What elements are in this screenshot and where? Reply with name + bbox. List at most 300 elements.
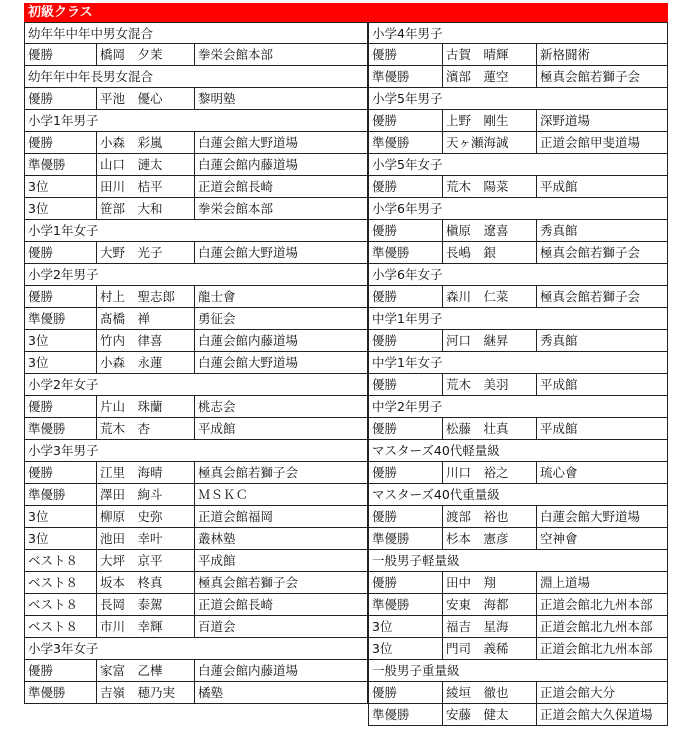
cell-divider — [194, 154, 195, 175]
cell-divider — [442, 528, 443, 549]
cell-divider — [96, 242, 97, 263]
cell-divider — [194, 528, 195, 549]
result-row — [24, 88, 368, 110]
result-row — [368, 66, 668, 88]
category-label: 小学3年男子 — [28, 443, 99, 458]
competitor-name: 家富 乙樺 — [100, 663, 163, 678]
competitor-name: 大野 光子 — [100, 245, 163, 260]
cell-divider — [536, 704, 537, 725]
dojo-name: 白蓮会館内藤道場 — [198, 663, 299, 678]
category-row — [24, 638, 368, 660]
cell-divider — [442, 572, 443, 593]
competitor-name: 田中 翔 — [446, 575, 497, 590]
competitor-name: 綾垣 徹也 — [446, 685, 509, 700]
cell-divider — [536, 594, 537, 615]
category-label: 中学2年男子 — [372, 399, 443, 414]
cell-divider — [536, 44, 537, 65]
competitor-name: 吉嶺 穂乃実 — [100, 685, 176, 700]
competitor-name: 河口 継昇 — [446, 333, 509, 348]
category-row — [24, 264, 368, 286]
cell-divider — [194, 330, 195, 351]
dojo-name: 正道会館大久保道場 — [540, 707, 653, 722]
result-row — [24, 572, 368, 594]
result-row — [368, 616, 668, 638]
competitor-name: 天ヶ瀬海誠 — [446, 135, 509, 150]
result-row — [368, 594, 668, 616]
dojo-name: 平成館 — [540, 377, 578, 392]
cell-divider — [442, 638, 443, 659]
dojo-name: 正道会館甲斐道場 — [540, 135, 641, 150]
result-row — [24, 132, 368, 154]
competitor-name: 市川 幸輝 — [100, 619, 163, 634]
rank-cell: 優勝 — [28, 135, 54, 150]
cell-divider — [442, 506, 443, 527]
dojo-name: 正道会館北九州本部 — [540, 619, 653, 634]
category-row — [24, 22, 368, 44]
cell-divider — [442, 682, 443, 703]
cell-divider — [96, 352, 97, 373]
cell-divider — [536, 110, 537, 131]
cell-divider — [442, 418, 443, 439]
cell-divider — [536, 66, 537, 87]
rank-cell: 優勝 — [372, 179, 398, 194]
category-row — [24, 110, 368, 132]
cell-divider — [96, 88, 97, 109]
cell-divider — [96, 682, 97, 703]
competitor-name: 柳原 史弥 — [100, 509, 163, 524]
category-row — [368, 484, 668, 506]
dojo-name: 平成館 — [198, 553, 236, 568]
cell-divider — [194, 132, 195, 153]
dojo-name: ＭＳＫＣ — [198, 487, 249, 502]
rank-cell: 優勝 — [372, 421, 398, 436]
dojo-name: 白蓮会館大野道場 — [540, 509, 641, 524]
cell-divider — [194, 176, 195, 197]
category-row — [24, 440, 368, 462]
dojo-name: 白蓮会館大野道場 — [198, 355, 299, 370]
cell-divider — [442, 374, 443, 395]
result-row — [24, 616, 368, 638]
cell-divider — [194, 682, 195, 703]
competitor-name: 村上 聖志郎 — [100, 289, 176, 304]
competitor-name: 荒木 美羽 — [446, 377, 509, 392]
dojo-name: 正道会館長崎 — [198, 179, 274, 194]
category-label: 小学1年男子 — [28, 113, 99, 128]
result-row — [368, 374, 668, 396]
competitor-name: 槇原 遼喜 — [446, 223, 509, 238]
category-row — [24, 66, 368, 88]
dojo-name: 叢林塾 — [198, 531, 236, 546]
rank-cell: 準優勝 — [372, 597, 410, 612]
rank-cell: 3位 — [28, 509, 49, 524]
cell-divider — [194, 418, 195, 439]
cell-divider — [442, 44, 443, 65]
rank-cell: 準優勝 — [28, 487, 66, 502]
dojo-name: 正道会館北九州本部 — [540, 597, 653, 612]
competitor-name: 森川 仁菜 — [446, 289, 509, 304]
result-row — [24, 308, 368, 330]
result-row — [24, 286, 368, 308]
dojo-name: 正道会館長崎 — [198, 597, 274, 612]
cell-divider — [96, 594, 97, 615]
result-row — [368, 242, 668, 264]
cell-divider — [194, 286, 195, 307]
cell-divider — [194, 660, 195, 681]
cell-divider — [96, 132, 97, 153]
category-row — [368, 88, 668, 110]
competitor-name: 古賀 晴輝 — [446, 47, 509, 62]
dojo-name: 拳栄会館本部 — [198, 47, 274, 62]
cell-divider — [96, 550, 97, 571]
cell-divider — [96, 198, 97, 219]
cell-divider — [194, 352, 195, 373]
cell-divider — [536, 374, 537, 395]
cell-divider — [194, 198, 195, 219]
rank-cell: 優勝 — [28, 47, 54, 62]
result-row — [24, 528, 368, 550]
cell-divider — [536, 330, 537, 351]
dojo-name: 極真会館若獅子会 — [198, 465, 299, 480]
competitor-name: 田川 桔平 — [100, 179, 163, 194]
competitor-name: 橋岡 夕茉 — [100, 47, 163, 62]
category-label: 小学1年女子 — [28, 223, 99, 238]
dojo-name: 平成館 — [540, 421, 578, 436]
cell-divider — [96, 484, 97, 505]
dojo-name: 淵上道場 — [540, 575, 591, 590]
cell-divider — [96, 330, 97, 351]
rank-cell: ベスト８ — [28, 597, 79, 612]
rank-cell: 優勝 — [372, 47, 398, 62]
result-row — [368, 506, 668, 528]
cell-divider — [536, 638, 537, 659]
result-row — [24, 550, 368, 572]
category-row — [368, 440, 668, 462]
dojo-name: 拳栄会館本部 — [198, 201, 274, 216]
rank-cell: 3位 — [28, 201, 49, 216]
result-row — [24, 242, 368, 264]
cell-divider — [442, 330, 443, 351]
cell-divider — [194, 44, 195, 65]
rank-cell: 3位 — [28, 333, 49, 348]
competitor-name: 荒木 杏 — [100, 421, 151, 436]
result-row — [368, 132, 668, 154]
dojo-name: 琉心會 — [540, 465, 578, 480]
competitor-name: 杉本 憲彦 — [446, 531, 509, 546]
cell-divider — [96, 528, 97, 549]
category-row — [368, 264, 668, 286]
cell-divider — [96, 660, 97, 681]
category-row — [24, 220, 368, 242]
rank-cell: 準優勝 — [372, 707, 410, 722]
competitor-name: 川口 裕之 — [446, 465, 509, 480]
cell-divider — [194, 242, 195, 263]
result-row — [368, 418, 668, 440]
cell-divider — [442, 616, 443, 637]
category-label: 一般男子軽量級 — [372, 553, 460, 568]
category-row — [368, 308, 668, 330]
competitor-name: 澤田 絢斗 — [100, 487, 163, 502]
dojo-name: 白蓮会館内藤道場 — [198, 333, 299, 348]
category-label: 小学2年男子 — [28, 267, 99, 282]
dojo-name: 秀真館 — [540, 223, 578, 238]
dojo-name: 白蓮会館大野道場 — [198, 135, 299, 150]
rank-cell: 優勝 — [28, 245, 54, 260]
cell-divider — [536, 220, 537, 241]
dojo-name: 正道会館福岡 — [198, 509, 274, 524]
dojo-name: 白蓮会館内藤道場 — [198, 157, 299, 172]
competitor-name: 髙橋 禅 — [100, 311, 151, 326]
category-label: マスターズ40代重量級 — [372, 487, 500, 502]
rank-cell: ベスト８ — [28, 553, 79, 568]
rank-cell: 準優勝 — [28, 311, 66, 326]
category-label: 小学2年女子 — [28, 377, 99, 392]
rank-cell: 準優勝 — [372, 135, 410, 150]
result-row — [368, 44, 668, 66]
rank-cell: 3位 — [372, 619, 393, 634]
category-label: 幼年年中年長男女混合 — [28, 69, 154, 84]
cell-divider — [442, 110, 443, 131]
cell-divider — [442, 132, 443, 153]
competitor-name: 小森 彩嵐 — [100, 135, 163, 150]
result-row — [24, 484, 368, 506]
cell-divider — [442, 594, 443, 615]
result-row — [24, 660, 368, 682]
cell-divider — [536, 506, 537, 527]
cell-divider — [96, 308, 97, 329]
results-table-left — [24, 22, 368, 704]
competitor-name: 福吉 星海 — [446, 619, 509, 634]
category-row — [24, 374, 368, 396]
rank-cell: 優勝 — [372, 289, 398, 304]
rank-cell: 準優勝 — [28, 421, 66, 436]
result-row — [24, 594, 368, 616]
cell-divider — [442, 704, 443, 725]
result-row — [24, 198, 368, 220]
rank-cell: 優勝 — [28, 663, 54, 678]
category-label: 幼年年中年中男女混合 — [28, 26, 154, 41]
cell-divider — [442, 242, 443, 263]
cell-divider — [96, 154, 97, 175]
competitor-name: 山口 漣太 — [100, 157, 163, 172]
category-label: 一般男子重量級 — [372, 663, 460, 678]
rank-cell: 3位 — [28, 355, 49, 370]
cell-divider — [96, 572, 97, 593]
result-row — [368, 462, 668, 484]
rank-cell: 優勝 — [372, 465, 398, 480]
competitor-name: 竹内 律喜 — [100, 333, 163, 348]
rank-cell: 優勝 — [28, 465, 54, 480]
result-row — [368, 638, 668, 660]
dojo-name: 極真会館若獅子会 — [540, 245, 641, 260]
dojo-name: 極真会館若獅子会 — [198, 575, 299, 590]
category-label: 小学6年女子 — [372, 267, 443, 282]
cell-divider — [194, 572, 195, 593]
rank-cell: 3位 — [28, 531, 49, 546]
category-label: マスターズ40代軽量級 — [372, 443, 500, 458]
cell-divider — [96, 286, 97, 307]
dojo-name: 平成館 — [540, 179, 578, 194]
result-row — [368, 704, 668, 726]
dojo-name: 勇征会 — [198, 311, 236, 326]
cell-divider — [194, 594, 195, 615]
category-label: 小学5年女子 — [372, 157, 443, 172]
cell-divider — [442, 220, 443, 241]
category-row — [368, 22, 668, 44]
rank-cell: 3位 — [28, 179, 49, 194]
category-label: 小学6年男子 — [372, 201, 443, 216]
result-row — [24, 330, 368, 352]
rank-cell: 優勝 — [28, 399, 54, 414]
competitor-name: 松藤 壮真 — [446, 421, 509, 436]
cell-divider — [194, 308, 195, 329]
cell-divider — [536, 462, 537, 483]
rank-cell: 優勝 — [372, 333, 398, 348]
dojo-name: 百道会 — [198, 619, 236, 634]
cell-divider — [194, 616, 195, 637]
cell-divider — [536, 572, 537, 593]
competitor-name: 池田 幸叶 — [100, 531, 163, 546]
result-row — [24, 462, 368, 484]
competitor-name: 小森 永蓮 — [100, 355, 163, 370]
dojo-name: 黎明塾 — [198, 91, 236, 106]
category-label: 中学1年女子 — [372, 355, 443, 370]
dojo-name: 橘塾 — [198, 685, 224, 700]
rank-cell: 優勝 — [372, 113, 398, 128]
category-row — [368, 352, 668, 374]
result-row — [24, 352, 368, 374]
result-row — [24, 418, 368, 440]
result-row — [24, 44, 368, 66]
result-row — [24, 396, 368, 418]
result-row — [368, 572, 668, 594]
dojo-name: 桃志会 — [198, 399, 236, 414]
result-row — [368, 176, 668, 198]
cell-divider — [96, 396, 97, 417]
cell-divider — [194, 550, 195, 571]
competitor-name: 荒木 陽菜 — [446, 179, 509, 194]
cell-divider — [536, 682, 537, 703]
competitor-name: 安藤 健太 — [446, 707, 509, 722]
rank-cell: 優勝 — [372, 377, 398, 392]
dojo-name: 平成館 — [198, 421, 236, 436]
result-row — [24, 506, 368, 528]
competitor-name: 大坪 京平 — [100, 553, 163, 568]
cell-divider — [536, 242, 537, 263]
page-title: 初級クラス — [24, 3, 668, 22]
rank-cell: ベスト８ — [28, 575, 79, 590]
competitor-name: 坂本 柊真 — [100, 575, 163, 590]
category-label: 小学5年男子 — [372, 91, 443, 106]
cell-divider — [194, 484, 195, 505]
competitor-name: 笹部 大和 — [100, 201, 163, 216]
dojo-name: 空神會 — [540, 531, 578, 546]
rank-cell: 優勝 — [372, 685, 398, 700]
cell-divider — [536, 286, 537, 307]
competitor-name: 長岡 泰駕 — [100, 597, 163, 612]
cell-divider — [536, 418, 537, 439]
dojo-name: 正道会館大分 — [540, 685, 616, 700]
cell-divider — [442, 176, 443, 197]
cell-divider — [96, 44, 97, 65]
dojo-name: 正道会館北九州本部 — [540, 641, 653, 656]
category-row — [368, 198, 668, 220]
cell-divider — [442, 462, 443, 483]
cell-divider — [194, 506, 195, 527]
result-row — [24, 154, 368, 176]
result-row — [368, 286, 668, 308]
cell-divider — [194, 88, 195, 109]
results-table-right — [368, 22, 668, 726]
category-row — [368, 550, 668, 572]
category-label: 小学4年男子 — [372, 26, 443, 41]
rank-cell: 優勝 — [28, 91, 54, 106]
competitor-name: 上野 剛生 — [446, 113, 509, 128]
result-row — [368, 682, 668, 704]
cell-divider — [96, 462, 97, 483]
rank-cell: 優勝 — [28, 289, 54, 304]
result-row — [24, 682, 368, 704]
cell-divider — [194, 462, 195, 483]
dojo-name: 極真会館若獅子会 — [540, 289, 641, 304]
dojo-name: 秀真館 — [540, 333, 578, 348]
competitor-name: 片山 珠蘭 — [100, 399, 163, 414]
competitor-name: 平池 優心 — [100, 91, 163, 106]
rank-cell: ベスト８ — [28, 619, 79, 634]
rank-cell: 準優勝 — [372, 69, 410, 84]
dojo-name: 白蓮会館大野道場 — [198, 245, 299, 260]
cell-divider — [536, 528, 537, 549]
dojo-name: 龍士會 — [198, 289, 236, 304]
category-row — [368, 154, 668, 176]
category-row — [368, 396, 668, 418]
cell-divider — [536, 616, 537, 637]
dojo-name: 深野道場 — [540, 113, 591, 128]
rank-cell: 優勝 — [372, 575, 398, 590]
rank-cell: 優勝 — [372, 223, 398, 238]
competitor-name: 江里 海晴 — [100, 465, 163, 480]
result-row — [368, 528, 668, 550]
category-label: 中学1年男子 — [372, 311, 443, 326]
rank-cell: 優勝 — [372, 509, 398, 524]
competitor-name: 濱部 蓮空 — [446, 69, 509, 84]
cell-divider — [536, 176, 537, 197]
competitor-name: 長嶋 銀 — [446, 245, 497, 260]
rank-cell: 準優勝 — [28, 685, 66, 700]
competitor-name: 渡部 裕也 — [446, 509, 509, 524]
result-row — [24, 176, 368, 198]
rank-cell: 3位 — [372, 641, 393, 656]
competitor-name: 門司 義稀 — [446, 641, 509, 656]
cell-divider — [96, 616, 97, 637]
rank-cell: 準優勝 — [372, 531, 410, 546]
cell-divider — [442, 66, 443, 87]
cell-divider — [442, 286, 443, 307]
rank-cell: 準優勝 — [372, 245, 410, 260]
rank-cell: 準優勝 — [28, 157, 66, 172]
category-label: 小学3年女子 — [28, 641, 99, 656]
cell-divider — [96, 506, 97, 527]
dojo-name: 極真会館若獅子会 — [540, 69, 641, 84]
category-row — [368, 660, 668, 682]
competitor-name: 安東 海都 — [446, 597, 509, 612]
result-row — [368, 220, 668, 242]
result-row — [368, 110, 668, 132]
cell-divider — [536, 132, 537, 153]
cell-divider — [96, 418, 97, 439]
result-row — [368, 330, 668, 352]
cell-divider — [96, 176, 97, 197]
cell-divider — [194, 396, 195, 417]
